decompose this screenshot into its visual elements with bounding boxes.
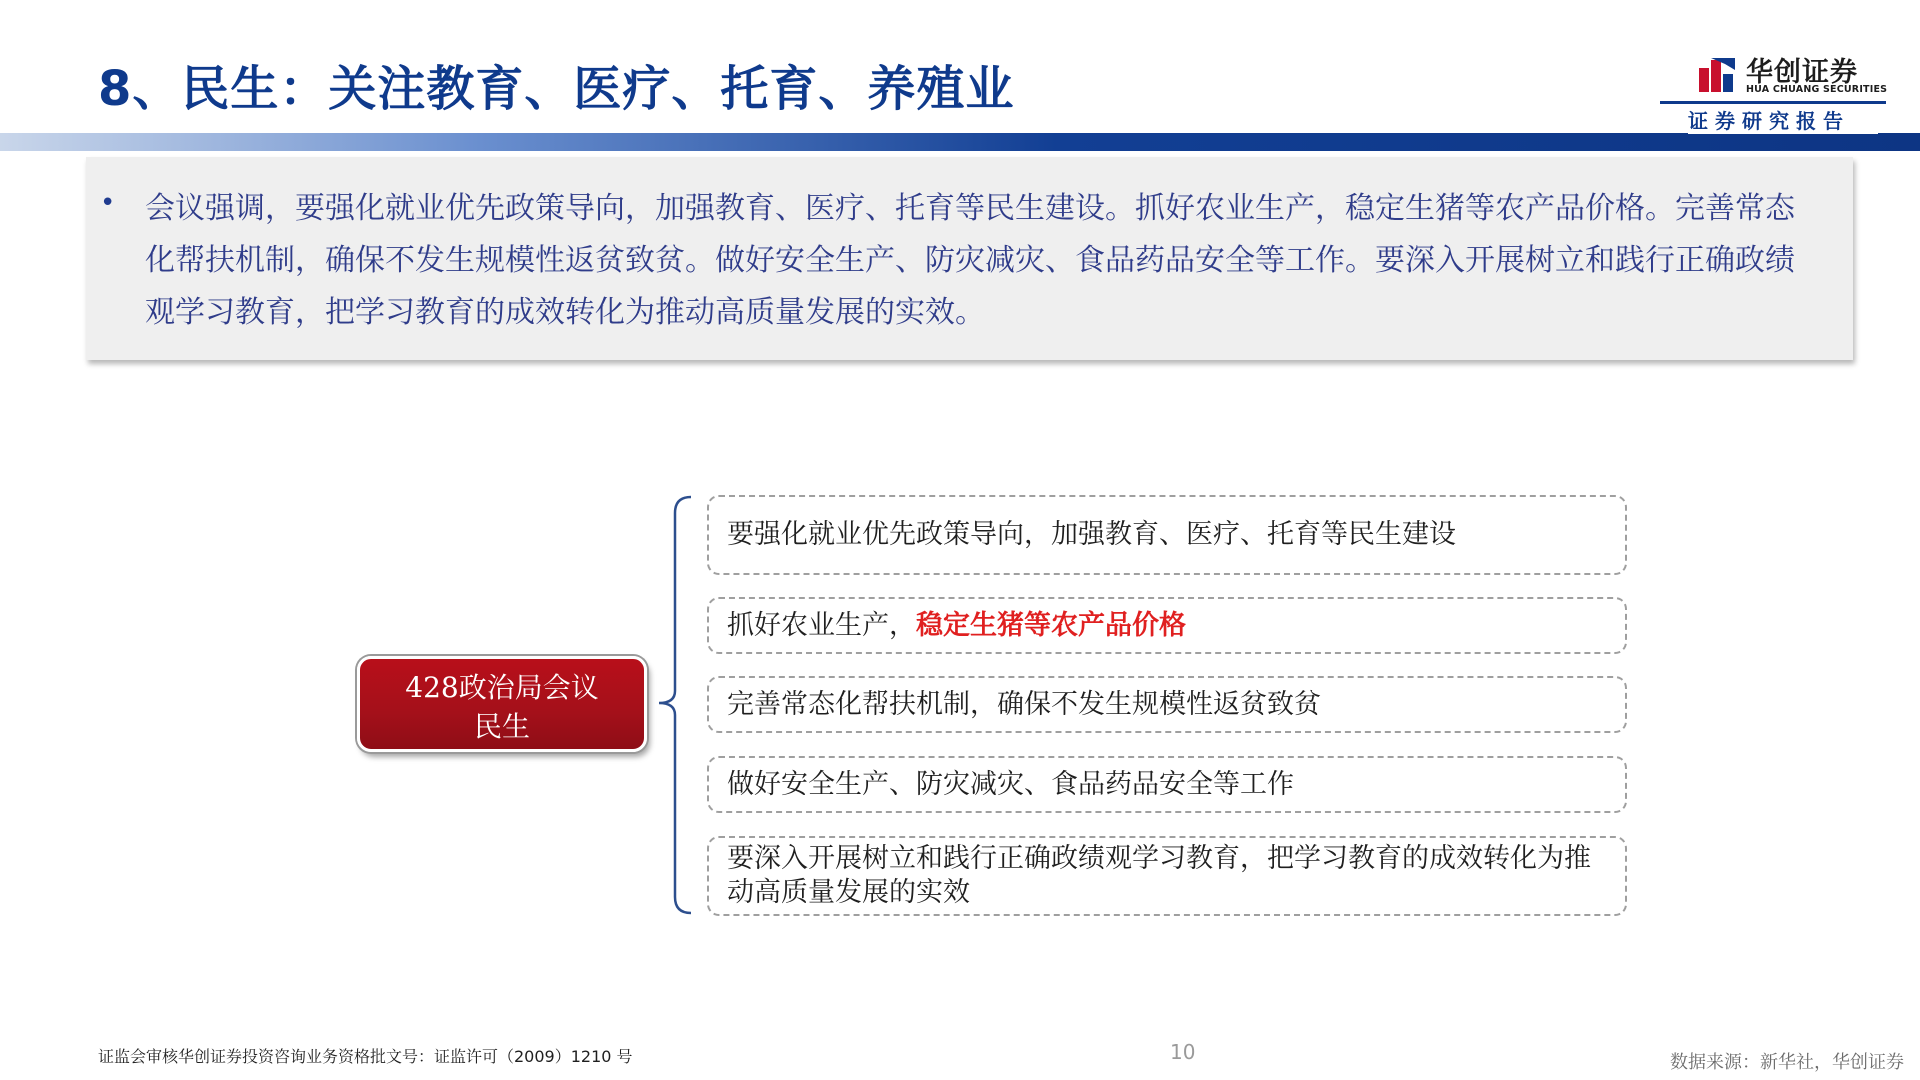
logo-underline [1660, 101, 1886, 104]
summary-bullet: • [100, 188, 116, 218]
central-topic-line2: 民生 [473, 710, 530, 743]
connector-bracket [655, 495, 695, 915]
company-logo [1690, 50, 1888, 100]
point-item-2-highlight: 稳定生猪等农产品价格 [916, 609, 1186, 641]
summary-text: 会议强调，要强化就业优先政策导向，加强教育、医疗、托育等民生建设。抓好农业生产，稳定生猪等农产品价格。完善常态化帮扶机制，确保不发生规模性返贫致贫。做好安全生产、防灾减灾、食品药品安全等工作。要深入开展树立和践行正确政绩观学习教育，把学习教育的成效转化为推动高质量发展的实效。 [145, 191, 1795, 330]
point-item-3 [707, 676, 1627, 733]
point-item-4-text: 做好安全生产、防灾减灾、食品药品安全等工作 [727, 768, 1294, 800]
report-tag: 证券研究报告 [1688, 108, 1878, 134]
logo-english-name: HUA CHUANG SECURITIES [1746, 84, 1888, 95]
point-item-5 [707, 836, 1627, 916]
data-source: 数据来源：新华社，华创证券 [1670, 1052, 1904, 1073]
central-topic-box [357, 656, 647, 752]
point-item-1 [707, 495, 1627, 575]
central-topic-line1: 428政治局会议 [405, 671, 599, 704]
point-item-1-text: 要强化就业优先政策导向，加强教育、医疗、托育等民生建设 [727, 519, 1456, 550]
logo-chinese-name: 华创证券 [1746, 57, 1858, 88]
point-item-2-text: 抓好农业生产， [727, 609, 916, 641]
license-note: 证监会审核华创证券投资咨询业务资格批文号：证监许可（2009）1210 号 [98, 1047, 633, 1066]
point-item-5-text: 要深入开展树立和践行正确政绩观学习教育，把学习教育的成效转化为推动高质量发展的实效 [727, 843, 1591, 908]
logo-mark-icon [1695, 54, 1739, 94]
page-number: 10 [1170, 1040, 1196, 1064]
point-item-3-text: 完善常态化帮扶机制，确保不发生规模性返贫致贫 [727, 688, 1321, 720]
page-title: 8、民生：关注教育、医疗、托育、养殖业 [98, 61, 1015, 117]
point-item-2 [707, 597, 1627, 654]
point-item-4 [707, 756, 1627, 813]
header-band [0, 133, 1920, 151]
